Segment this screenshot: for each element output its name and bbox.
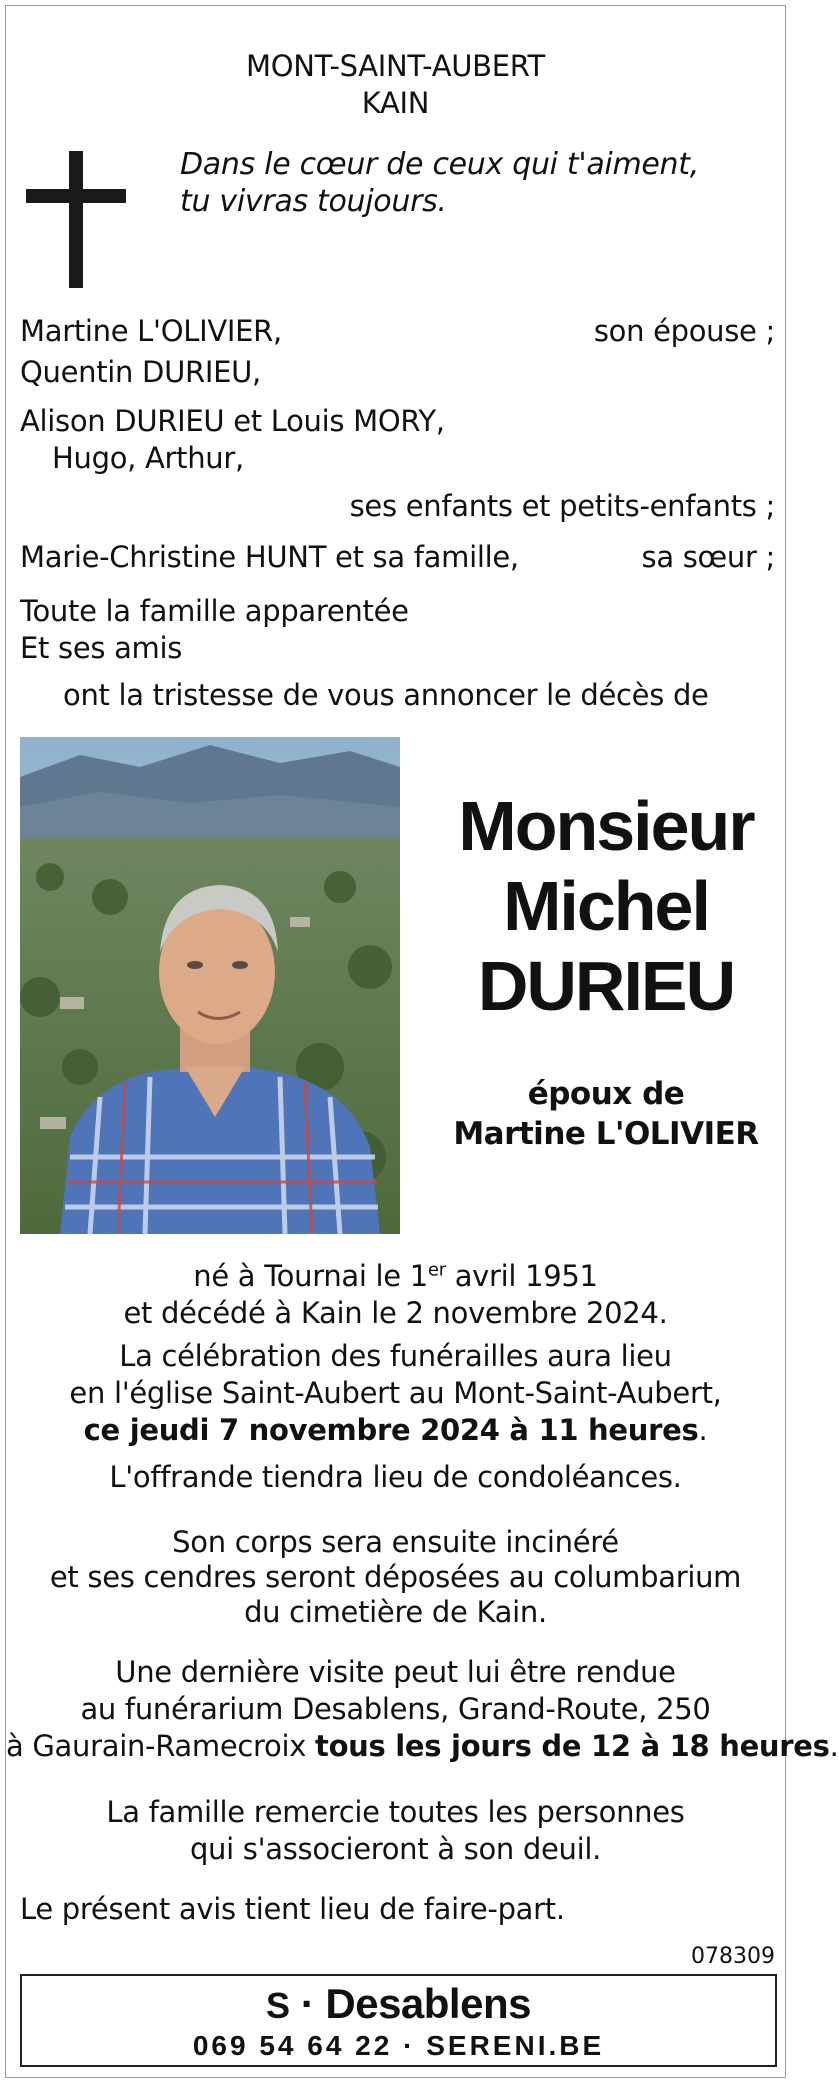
thanks-line-2: qui s'associeront à son deuil. xyxy=(189,1832,602,1866)
ceremony-line-1: La célébration des funérailles aura lieu xyxy=(119,1339,672,1373)
cross-icon xyxy=(26,151,126,288)
brand-dot: · xyxy=(300,1980,315,2027)
family-extended: Toute la famille apparentée xyxy=(20,594,409,628)
thanks-line-1: La famille remercie toutes les personnes xyxy=(106,1795,685,1829)
visit-line-3: à Gaurain-Ramecroix tous les jours de 12 à 18 heures. xyxy=(6,1729,839,1763)
portrait-photo xyxy=(20,737,400,1234)
birth-line: né à Tournai le 1er avril 1951 xyxy=(193,1259,598,1293)
family-spouse-relation: son épouse ; xyxy=(593,314,775,348)
reference-number: 078309 xyxy=(691,1944,775,1969)
deceased-first-name: Michel xyxy=(503,867,709,945)
visit-line-1: Une dernière visite peut lui être rendue xyxy=(115,1655,676,1689)
header-location-2: KAIN xyxy=(361,86,430,120)
offering-line: L'offrande tiendra lieu de condoléances. xyxy=(109,1460,682,1494)
obituary-notice xyxy=(5,5,839,2078)
website: SERENI.BE xyxy=(426,2030,605,2061)
family-child-2: Alison DURIEU et Louis MORY, xyxy=(20,404,445,438)
phone-number: 069 54 64 22 xyxy=(192,2030,393,2061)
death-line: et décédé à Kain le 2 novembre 2024. xyxy=(123,1296,668,1330)
visit-line-2: au funérarium Desablens, Grand-Route, 250 xyxy=(80,1692,711,1726)
brand-s: S xyxy=(266,1985,290,2026)
cremation-line-2: et ses cendres seront déposées au columbarium xyxy=(49,1560,742,1594)
funeral-home-contact xyxy=(22,2030,775,2062)
cremation-line-1: Son corps sera ensuite incinéré xyxy=(172,1525,619,1559)
funeral-home-box xyxy=(20,1974,777,2067)
verse-line-2: tu vivras toujours. xyxy=(180,184,447,219)
deceased-spouse-line-2: Martine L'OLIVIER xyxy=(453,1116,759,1152)
family-friends: Et ses amis xyxy=(20,631,183,665)
announcement-text: ont la tristesse de vous annoncer le décès de xyxy=(63,678,709,712)
deceased-spouse-line-1: époux de xyxy=(527,1076,685,1112)
cremation-line-3: du cimetière de Kain. xyxy=(244,1595,547,1629)
family-grandchildren: Hugo, Arthur, xyxy=(52,441,244,475)
header-location-1: MONT-SAINT-AUBERT xyxy=(246,49,545,83)
brand-name: Desablens xyxy=(325,1980,531,2027)
deceased-title: Monsieur xyxy=(458,787,754,865)
family-sister-name: Marie-Christine HUNT et sa famille, xyxy=(20,540,519,574)
funeral-home-logo xyxy=(22,1980,775,2030)
family-child-1: Quentin DURIEU, xyxy=(20,355,261,389)
notice-line: Le présent avis tient lieu de faire-part. xyxy=(20,1892,565,1926)
family-spouse-name: Martine L'OLIVIER, xyxy=(20,314,282,348)
contact-separator: · xyxy=(403,2030,416,2061)
verse-line-1: Dans le cœur de ceux qui t'aiment, xyxy=(180,147,699,182)
deceased-last-name: DURIEU xyxy=(477,947,735,1025)
ceremony-date: ce jeudi 7 novembre 2024 à 11 heures. xyxy=(83,1413,708,1447)
ceremony-line-2: en l'église Saint-Aubert au Mont-Saint-Aubert, xyxy=(69,1376,722,1410)
family-sister-relation: sa sœur ; xyxy=(641,540,775,574)
family-children-relation: ses enfants et petits-enfants ; xyxy=(349,489,775,523)
